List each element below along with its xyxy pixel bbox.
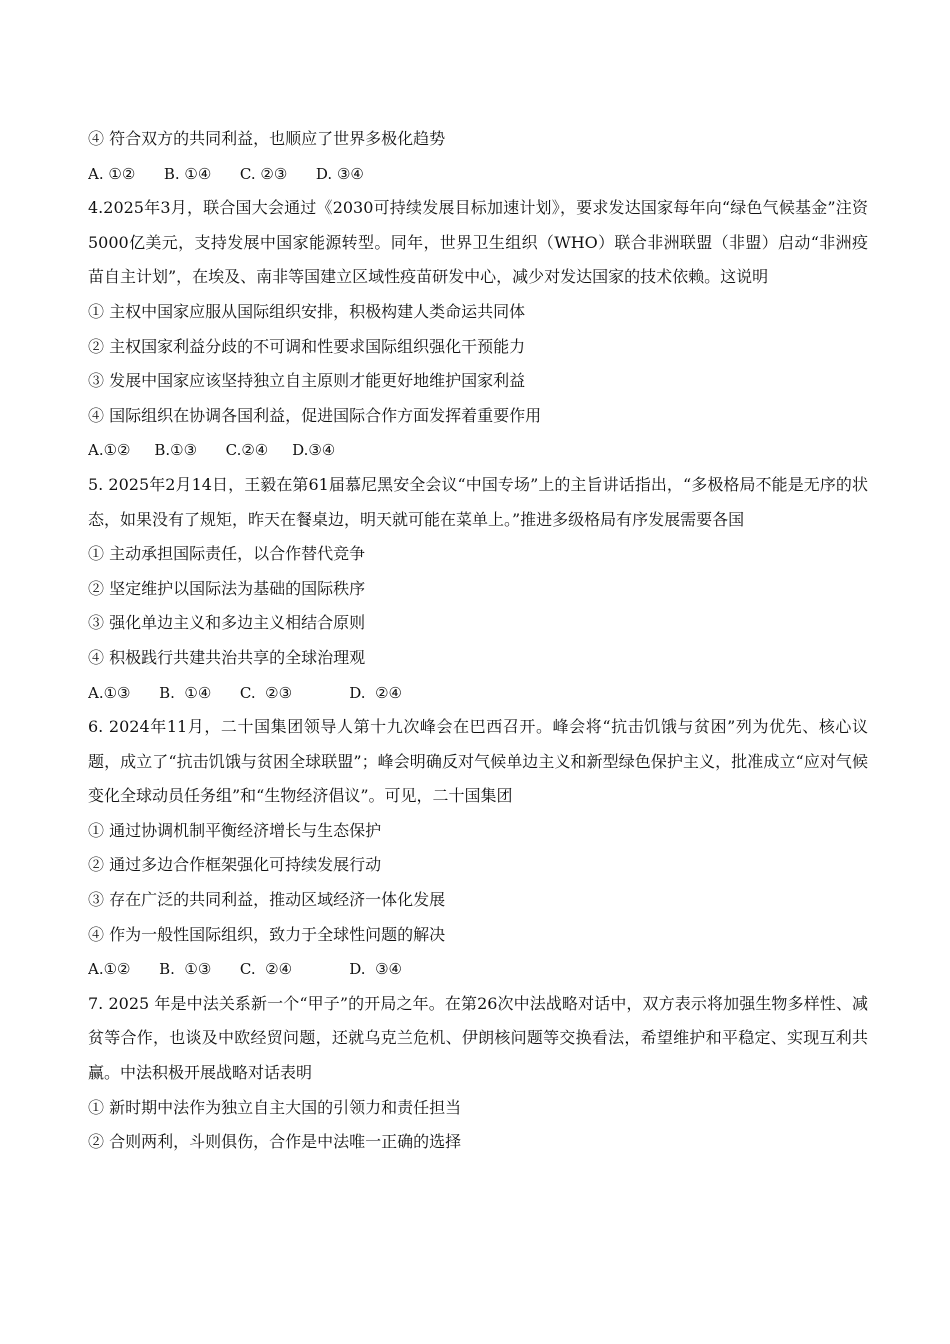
q4-option-4: ④ 国际组织在协调各国利益，促进国际合作方面发挥着重要作用 [88,405,542,425]
exam-page [88,122,868,1160]
q5-answer-choices: A.①③ B. ①④ C. ②③ D. ②④ [88,683,402,702]
q7-option-1: ① 新时期中法作为独立自主大国的引领力和责任担当 [88,1097,462,1117]
q6-answer-choices: A.①② B. ①③ C. ②④ D. ③④ [88,960,402,979]
q6-option-1: ① 通过协调机制平衡经济增长与生态保护 [88,820,382,840]
q6-option-4: ④ 作为一般性国际组织，致力于全球性问题的解决 [88,924,446,944]
q4-answer-choices: A.①② B.①③ C.②④ D.③④ [88,441,336,460]
q6-option-3: ③ 存在广泛的共同利益，推动区域经济一体化发展 [88,890,446,910]
q4-option-3: ③ 发展中国家应该坚持独立自主原则才能更好地维护国家利益 [88,371,526,391]
q4-option-2: ② 主权国家利益分歧的不可调和性要求国际组织强化干预能力 [88,336,526,356]
q4-stem: 4.2025年3月，联合国大会通过《2030可持续发展目标加速计划》，要求发达国家每年向“绿色气候基金”注资5000亿美元，支持发展中国家能源转型。同年，世界卫生组织（WHO）联合非洲联盟（非盟）启动“非洲疫苗自主计划”，在埃及、南非等国建立区域性疫苗研发中心，减少对发达国家的技术依赖。这说明 [88,198,868,287]
q7-option-2: ② 合则两利，斗则俱伤，合作是中法唯一正确的选择 [88,1132,462,1152]
q3-option-4: ④ 符合双方的共同利益，也顺应了世界多极化趋势 [88,129,446,148]
q5-stem: 5. 2025年2月14日，王毅在第61届慕尼黑安全会议“中国专场”上的主旨讲话指出，“多极格局不能是无序的状态，如果没有了规矩，昨天在餐桌边，明天就可能在菜单上。”推进多级格局有序发展需要各国 [88,474,868,529]
q6-stem: 6. 2024年11月，二十国集团领导人第十九次峰会在巴西召开。峰会将“抗击饥饿与贫困”列为优先、核心议题，成立了“抗击饥饿与贫困全球联盟”；峰会明确反对气候单边主义和新型绿色保护主义，批准成立“应对气候变化全球动员任务组”和“生物经济倡议”。可见，二十国集团 [88,717,868,806]
q5-option-1: ① 主动承担国际责任，以合作替代竞争 [88,544,366,564]
q3-answer-choices: A. ①② B. ①④ C. ②③ D. ③④ [88,164,364,183]
q5-option-2: ② 坚定维护以国际法为基础的国际秩序 [88,578,366,598]
q7-stem: 7. 2025 年是中法关系新一个“甲子”的开局之年。在第26次中法战略对话中，双方表示将加强生物多样性、减贫等合作，也谈及中欧经贸问题，还就乌克兰危机、伊朗核问题等交换看法，希望维护和平稳定、实现互利共赢。中法积极开展战略对话表明 [88,993,868,1083]
q5-option-4: ④ 积极践行共建共治共享的全球治理观 [88,647,366,667]
q4-option-1: ① 主权中国家应服从国际组织安排，积极构建人类命运共同体 [88,301,526,321]
q6-option-2: ② 通过多边合作框架强化可持续发展行动 [88,855,382,875]
q5-option-3: ③ 强化单边主义和多边主义相结合原则 [88,613,366,633]
